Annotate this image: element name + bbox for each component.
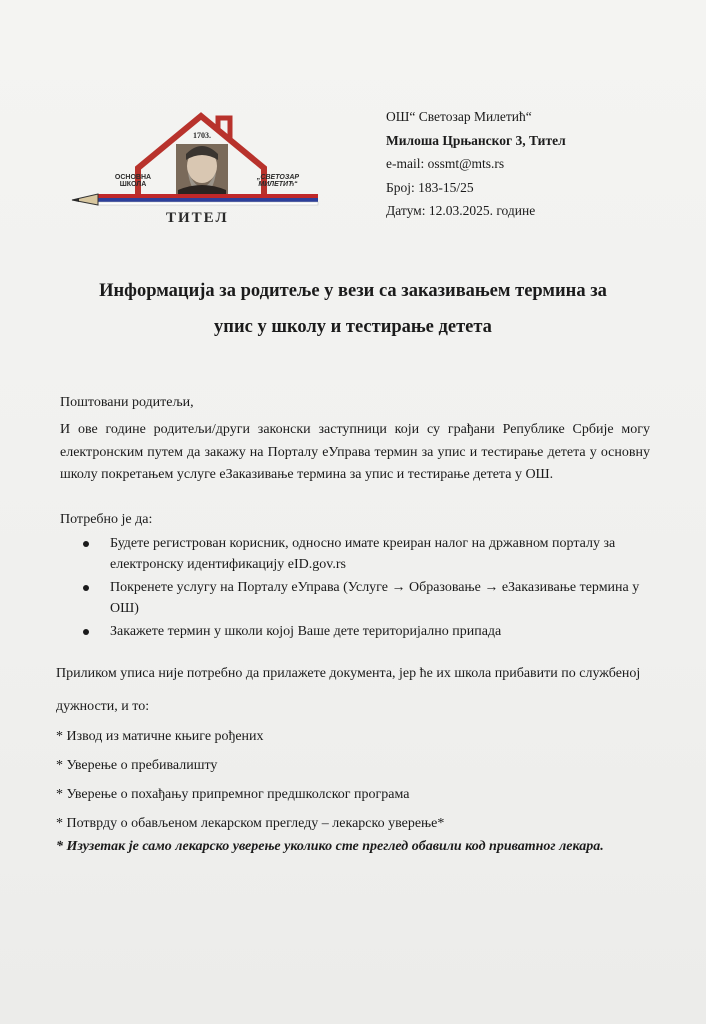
- requirements-list: [80, 533, 640, 644]
- school-email: e-mail: ossmt@mts.rs: [386, 156, 505, 171]
- logo-left-line-2: ШКОЛА: [119, 181, 147, 188]
- exception-note: * Изузетак је само лекарско уверење уколико сте преглед обавили код приватног лекара.: [56, 839, 604, 854]
- greeting: Поштовани родитељи,: [60, 395, 194, 410]
- title-line-1: Информација за родитеље у вези са заказивањем термина за: [99, 281, 607, 301]
- bullet-icon: [83, 585, 89, 591]
- document-title: [40, 273, 666, 345]
- document-date: Датум: 12.03.2025. године: [386, 203, 536, 218]
- school-logo: [68, 110, 330, 230]
- logo-year: 1703.: [193, 131, 211, 140]
- list-item: * Извод из матичне књиге рођених: [56, 729, 264, 744]
- title-line-2: упис у школу и тестирање детета: [214, 317, 492, 337]
- logo-left-line-1: ОСНОВНА: [114, 174, 152, 181]
- list-item: * Потврду о обављеном лекарском прегледу – лекарско уверење*: [56, 816, 445, 831]
- list-item-text: Закажете термин у школи којој Ваше дете територијално припада: [110, 624, 502, 639]
- logo-right-label: [248, 174, 308, 188]
- list-item: [80, 533, 640, 575]
- logo-right-line-1: „СВЕТОЗАР: [256, 174, 300, 181]
- list-item: [80, 621, 640, 642]
- logo-left-label: [108, 174, 158, 188]
- list-item: * Уверење о похађању припремног предшколског програма: [56, 787, 410, 802]
- list-item: [80, 577, 640, 619]
- bullet-icon: [83, 541, 89, 547]
- school-name: ОШ“ Светозар Милетић“: [386, 109, 532, 124]
- list-item: * Уверење о пребивалишту: [56, 758, 218, 773]
- documents-list: [56, 722, 444, 838]
- list-item-text: Покренете услугу на Порталу еУправа (Услуге → Образовање → еЗаказивање термина у ОШ): [110, 580, 640, 616]
- document-number: Број: 183-15/25: [386, 179, 474, 195]
- documents-note: Приликом уписа није потребно да прилажете документа, јер ће их школа прибавити по службеној дужности, и то:: [56, 666, 641, 714]
- requirements-heading: Потребно је да:: [60, 512, 153, 527]
- intro-paragraph: И ове године родитељи/други законски заступници који су грађани Републике Србије могу електронским путем да закажу на Порталу еУправа термин за упис и тестирање детета у основну школу покретањем услуге еЗаказивање термина за упис и тестирање детета у ОШ.: [60, 422, 650, 482]
- list-item-text: Будете регистрован корисник, односно имате креиран налог на државном порталу за електронску идентификацију eID.gov.rs: [110, 536, 616, 572]
- logo-town: ТИТЕЛ: [166, 210, 229, 226]
- header-address-block: [386, 105, 566, 223]
- bullet-icon: [83, 629, 89, 635]
- school-address: Милоша Црњанског 3, Тител: [386, 132, 566, 148]
- logo-right-line-2: МИЛЕТИЋ“: [258, 181, 298, 188]
